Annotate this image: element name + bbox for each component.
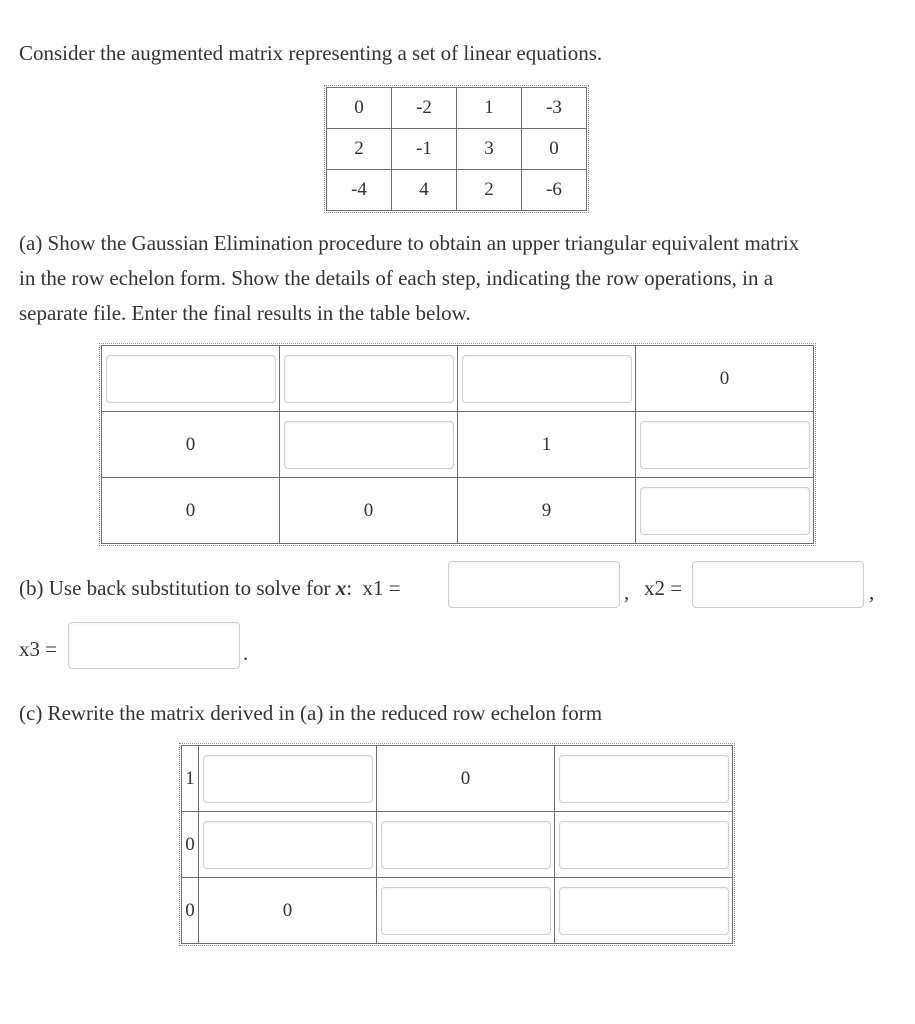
rref-cell: 1 [182, 746, 199, 812]
upper-triangular-matrix [101, 345, 814, 544]
rref-cell [199, 746, 377, 812]
upper-cell [636, 412, 814, 478]
rref-cell [199, 812, 377, 878]
rref-r2c4-input[interactable] [559, 821, 729, 869]
given-cell: -2 [392, 88, 457, 129]
part-a-line-2: in the row echelon form. Show the details of each step, indicating the row operations, in a [19, 266, 774, 290]
rref-r3c4-input[interactable] [559, 887, 729, 935]
rref-r2c3-input[interactable] [381, 821, 551, 869]
rref-r3c3-input[interactable] [381, 887, 551, 935]
given-cell: 4 [392, 170, 457, 211]
separator-comma: , [624, 580, 630, 604]
separator-comma: , [869, 580, 875, 604]
upper-row-2 [102, 412, 814, 478]
upper-cell: 0 [280, 478, 458, 544]
given-augmented-matrix [326, 87, 587, 211]
part-b-colon: : [346, 576, 353, 600]
upper-cell [280, 346, 458, 412]
rref-cell: 0 [199, 878, 377, 944]
upper-cell: 0 [102, 478, 280, 544]
given-cell: -4 [327, 170, 392, 211]
part-a-line-3: separate file. Enter the final results in the table below. [19, 301, 471, 325]
vector-x-symbol: x [335, 576, 347, 600]
upper-row-1 [102, 346, 814, 412]
given-cell: -3 [522, 88, 587, 129]
reduced-row-echelon-matrix [181, 745, 733, 944]
rref-row-3 [182, 878, 733, 944]
given-cell: 3 [457, 129, 522, 170]
part-b-prompt [19, 571, 401, 606]
given-cell: -6 [522, 170, 587, 211]
upper-cell: 0 [102, 412, 280, 478]
upper-cell [458, 346, 636, 412]
rref-cell: 0 [377, 746, 555, 812]
rref-cell [377, 878, 555, 944]
part-a-line-1: (a) Show the Gaussian Elimination procedure to obtain an upper triangular equivalent matrix [19, 231, 800, 255]
rref-cell [555, 878, 733, 944]
upper-r1c1-input[interactable] [106, 355, 276, 403]
given-cell: 2 [457, 170, 522, 211]
upper-cell: 0 [636, 346, 814, 412]
given-cell: 1 [457, 88, 522, 129]
given-row-1 [327, 88, 587, 129]
given-cell: 0 [522, 129, 587, 170]
given-cell: 2 [327, 129, 392, 170]
upper-row-3 [102, 478, 814, 544]
rref-cell [555, 812, 733, 878]
rref-cell [377, 812, 555, 878]
x1-label: x1 = [362, 576, 401, 600]
rref-cell: 0 [182, 812, 199, 878]
x1-input[interactable] [448, 561, 620, 608]
part-c-instructions: (c) Rewrite the matrix derived in (a) in the reduced row echelon form [19, 701, 603, 725]
rref-r2c2-input[interactable] [203, 821, 373, 869]
given-cell: -1 [392, 129, 457, 170]
intro-text: Consider the augmented matrix representing a set of linear equations. [19, 41, 603, 65]
upper-r2c4-input[interactable] [640, 421, 810, 469]
upper-r2c2-input[interactable] [284, 421, 454, 469]
rref-cell [555, 746, 733, 812]
upper-r3c4-input[interactable] [640, 487, 810, 535]
upper-cell: 1 [458, 412, 636, 478]
x3-label: x3 = [19, 637, 58, 661]
upper-r1c2-input[interactable] [284, 355, 454, 403]
given-row-3 [327, 170, 587, 211]
x2-label: x2 = [644, 576, 683, 600]
rref-r1c2-input[interactable] [203, 755, 373, 803]
rref-cell: 0 [182, 878, 199, 944]
rref-row-1 [182, 746, 733, 812]
upper-cell [280, 412, 458, 478]
x2-input[interactable] [692, 561, 864, 608]
upper-cell [102, 346, 280, 412]
rref-row-2 [182, 812, 733, 878]
ending-period: . [243, 641, 249, 665]
rref-r1c4-input[interactable] [559, 755, 729, 803]
part-b-text: (b) Use back substitution to solve for [19, 576, 336, 600]
given-cell: 0 [327, 88, 392, 129]
x3-input[interactable] [68, 622, 240, 669]
upper-cell [636, 478, 814, 544]
upper-r1c3-input[interactable] [462, 355, 632, 403]
part-a-instructions [19, 226, 899, 331]
given-row-2 [327, 129, 587, 170]
upper-cell: 9 [458, 478, 636, 544]
